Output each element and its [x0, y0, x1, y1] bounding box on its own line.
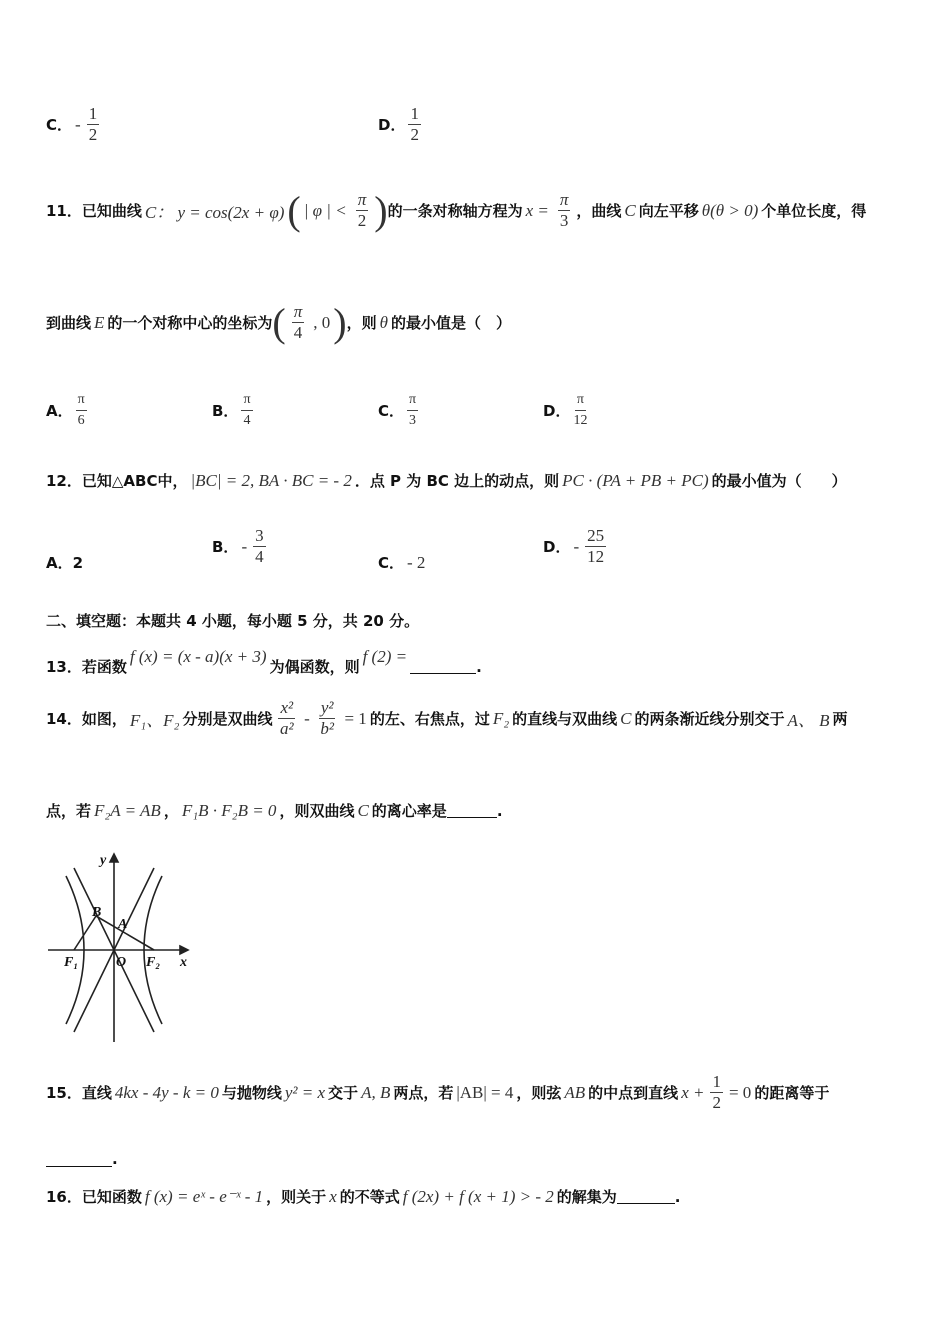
q12-line	[46, 470, 847, 491]
den: 3	[559, 211, 569, 230]
text: 二、填空题：本题共 4 小题，每小题 5 分，共 20 分。	[46, 612, 420, 630]
fraction	[710, 1072, 723, 1113]
paren: )	[374, 187, 388, 233]
math: PC · (PA + PB + PC)	[562, 470, 709, 490]
text: 15．直线	[46, 1084, 112, 1102]
option-label: D．	[543, 402, 571, 420]
fraction	[555, 190, 574, 231]
math: F₂A = AB	[94, 800, 161, 820]
math: -	[304, 708, 310, 728]
q11-option-b	[212, 390, 256, 431]
math: F₁、F₂	[129, 711, 180, 730]
num: π	[407, 390, 418, 411]
math: , 0	[313, 312, 331, 332]
num: x²	[280, 698, 294, 717]
label-y: y	[100, 853, 107, 868]
option-label: C．	[378, 402, 405, 420]
text: 的离心率是	[371, 802, 447, 820]
label-f1: F₁	[64, 955, 79, 970]
den: 6	[77, 413, 85, 428]
math: x =	[525, 200, 549, 220]
den: 12	[587, 547, 605, 566]
text: 的一个对称中心的坐标为	[107, 314, 273, 332]
math: θ	[379, 312, 388, 332]
q11-line2	[46, 299, 511, 345]
answer-blank[interactable]	[46, 1152, 112, 1167]
section-heading	[46, 610, 419, 631]
text: .	[476, 657, 482, 676]
num: 3	[255, 526, 264, 545]
fraction	[87, 104, 100, 145]
q11-option-a	[46, 390, 90, 431]
text: ，	[163, 802, 179, 820]
num: 1	[88, 104, 98, 123]
math: 4kx - 4y - k = 0	[114, 1082, 219, 1102]
text: 的两条渐近线分别交于	[634, 710, 785, 728]
line-f1-b	[74, 916, 96, 950]
text: 的直线与双曲线	[512, 710, 618, 728]
den: b²	[320, 719, 334, 738]
text: ，则弦	[516, 1084, 562, 1102]
q12-option-a	[46, 552, 83, 573]
x-arrow	[180, 946, 188, 954]
math: x +	[681, 1082, 705, 1102]
math: C： y = cos(2x + φ)	[144, 203, 285, 222]
math: |AB| = 4	[456, 1082, 514, 1102]
math: A、 B	[787, 711, 830, 730]
text: 的左、右焦点，过	[369, 710, 490, 728]
fraction	[76, 390, 87, 431]
fraction	[573, 390, 587, 431]
den: 2	[357, 211, 367, 230]
q14-line2	[46, 800, 503, 821]
option-label: B．	[212, 402, 239, 420]
fraction	[408, 104, 421, 145]
num: π	[241, 390, 252, 411]
q14-line1	[46, 698, 848, 739]
text: 14．如图，	[46, 710, 127, 728]
math: A, B	[361, 1082, 391, 1102]
math: C	[624, 200, 636, 220]
y-arrow	[110, 854, 118, 862]
den: 4	[255, 547, 264, 566]
text: 两点，若	[393, 1084, 454, 1102]
text: 的距离等于	[754, 1084, 830, 1102]
text: 点，若	[46, 802, 92, 820]
label-x: x	[180, 955, 187, 970]
label-b: B	[92, 905, 102, 920]
math: f (x) = eˣ - e⁻ˣ - 1	[144, 1186, 264, 1206]
q12-option-c	[378, 552, 428, 573]
text: 的解集为	[556, 1188, 617, 1206]
q16-line	[46, 1186, 680, 1207]
q10-option-c	[46, 104, 102, 145]
text: .	[112, 1150, 118, 1168]
fraction	[316, 698, 339, 739]
hyperbola-figure	[44, 848, 194, 1044]
q15-line2	[46, 1150, 118, 1168]
den: 2	[712, 1093, 721, 1112]
den: a²	[280, 719, 294, 738]
text: 分别是双曲线	[182, 710, 273, 728]
paren: )	[333, 299, 347, 345]
num: π	[293, 302, 303, 321]
math: F₁B · F₂B = 0	[181, 800, 277, 820]
den: 2	[410, 125, 419, 144]
den: 3	[409, 413, 417, 428]
text: 向左平移	[638, 202, 699, 220]
den: 4	[243, 413, 251, 428]
num: π	[559, 190, 569, 209]
answer-blank[interactable]	[617, 1189, 675, 1204]
math: C	[357, 800, 369, 820]
paren: (	[287, 187, 301, 233]
math: = 0	[728, 1082, 752, 1102]
num: 1	[712, 1072, 721, 1091]
label-a: A	[118, 917, 128, 932]
den: 2	[88, 125, 98, 144]
math: f (2) =	[362, 646, 408, 666]
text: ．点 P 为 BC 边上的动点，则	[354, 472, 560, 490]
num: y²	[320, 698, 334, 717]
text: 为偶函数，则	[269, 658, 360, 676]
fraction	[353, 190, 372, 231]
fraction	[253, 526, 266, 567]
text: 的中点到直线	[588, 1084, 679, 1102]
num: 25	[587, 526, 605, 545]
paren: (	[272, 299, 286, 345]
sign: -	[573, 536, 580, 556]
math: |BC| = 2, BA · BC = - 2	[190, 470, 352, 490]
text: 11．已知曲线	[46, 202, 142, 220]
math: = 1	[344, 708, 367, 728]
math: θ(θ > 0)	[701, 200, 759, 220]
text: 13．若函数	[46, 658, 127, 676]
text: 到曲线	[46, 314, 92, 332]
fraction	[585, 526, 606, 567]
answer-blank[interactable]	[447, 803, 497, 818]
num: π	[575, 390, 586, 411]
sign: -	[75, 114, 81, 134]
text: 的最小值是（ ）	[390, 314, 511, 332]
text: 两	[832, 710, 848, 728]
q11-option-d	[543, 390, 590, 431]
q15-line1	[46, 1072, 829, 1113]
math: f (x) = (x - a)(x + 3)	[129, 646, 267, 666]
label-o: O	[116, 955, 127, 970]
text: 16．已知函数	[46, 1188, 142, 1206]
option-label: D．	[543, 538, 571, 556]
text: 的不等式	[339, 1188, 400, 1206]
math: AB	[564, 1082, 586, 1102]
option-label: B．	[212, 538, 239, 556]
q12-option-d	[543, 526, 609, 567]
option-label: D．	[378, 116, 406, 134]
answer-blank[interactable]	[410, 659, 476, 674]
math: x	[329, 1186, 337, 1206]
text: 的一条对称轴方程为	[387, 202, 523, 220]
math: - 2	[407, 552, 426, 572]
q11-line1	[46, 187, 867, 233]
text: 12．已知△ABC中，	[46, 472, 188, 490]
fraction	[407, 390, 418, 431]
sign: -	[241, 536, 248, 556]
label-f2: F₂	[146, 955, 161, 970]
option-label: A．	[46, 402, 73, 420]
math: y² = x	[284, 1082, 326, 1102]
text: ，则	[346, 314, 377, 332]
text: 的最小值为（ ）	[711, 472, 847, 490]
math: f (2x) + f (x + 1) > - 2	[402, 1186, 554, 1206]
num: 1	[410, 104, 419, 123]
text: ，则双曲线	[279, 802, 355, 820]
text: .	[496, 801, 503, 820]
text: 个单位长度，得	[761, 202, 867, 220]
q12-option-b	[212, 526, 269, 567]
q11-option-c	[378, 390, 421, 431]
math: F₂	[492, 708, 510, 728]
q13-line	[46, 636, 482, 677]
num: π	[76, 390, 87, 411]
math: C	[620, 708, 632, 728]
text: 与抛物线	[221, 1084, 282, 1102]
fraction	[241, 390, 252, 431]
option-label: A．2	[46, 554, 84, 572]
text: .	[674, 1187, 681, 1206]
den: 4	[293, 323, 303, 342]
option-label: C．	[378, 554, 405, 572]
den: 12	[573, 413, 588, 428]
fraction	[275, 698, 298, 739]
num: π	[357, 190, 367, 209]
text: ，则关于	[266, 1188, 327, 1206]
text: 交于	[328, 1084, 359, 1102]
math: | φ | <	[303, 200, 347, 220]
fraction	[289, 302, 308, 343]
text: ，曲线	[576, 202, 622, 220]
math: E	[94, 312, 105, 332]
q10-option-d	[378, 104, 424, 145]
option-label: C．	[46, 116, 73, 134]
